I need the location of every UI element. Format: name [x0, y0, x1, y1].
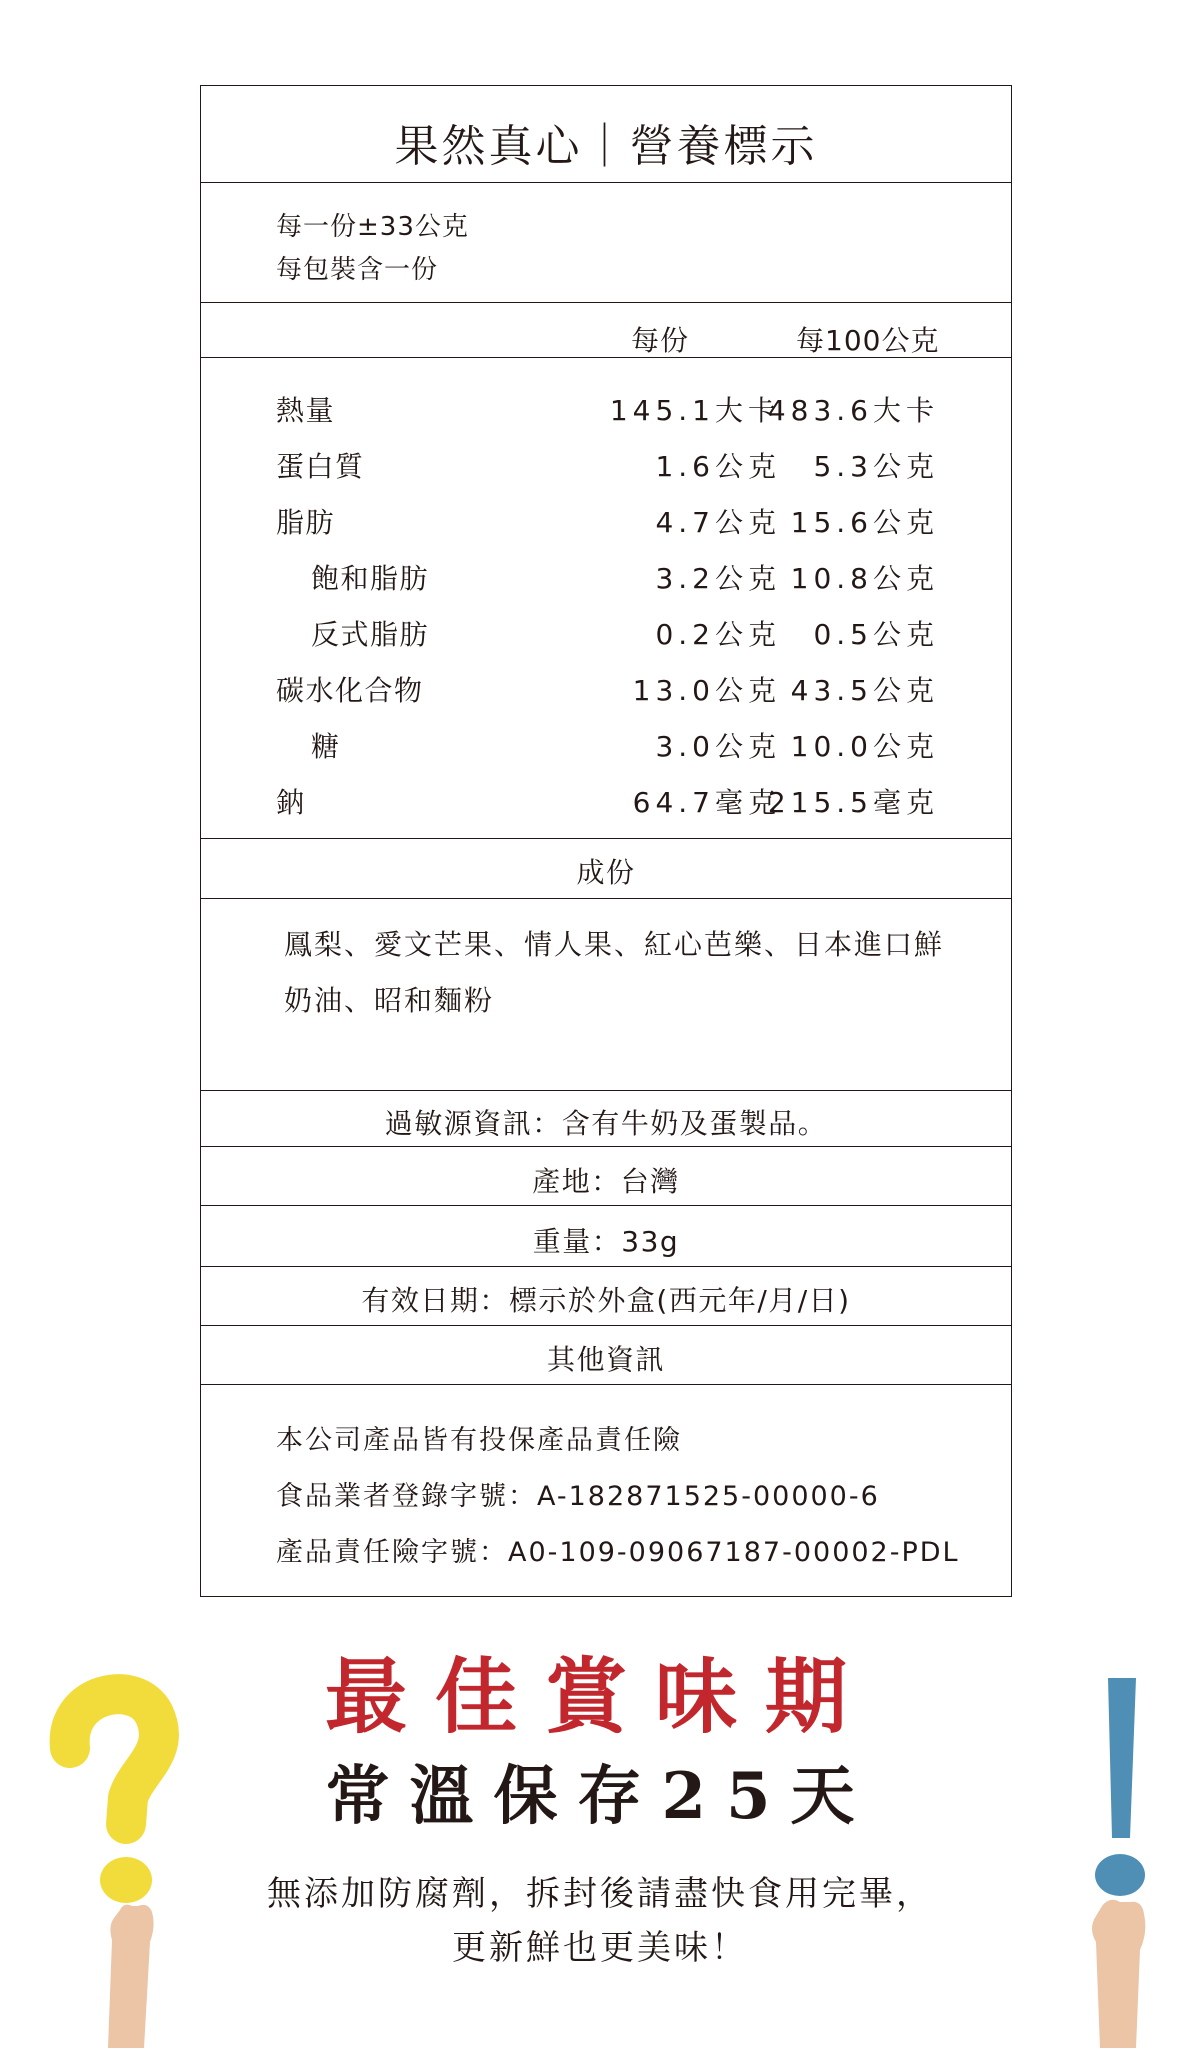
nutrient-name: 反式脂肪: [311, 618, 430, 651]
nutrient-per-serving: 0.2公克: [655, 618, 781, 651]
other-info-line: 食品業者登錄字號：A-182871525-00000-6: [276, 1481, 880, 1512]
storage-duration: 常溫保存25天: [325, 1759, 875, 1834]
nutrient-per-100g: 15.6公克: [790, 506, 939, 539]
nutrient-per-serving: 1.6公克: [655, 450, 781, 483]
other-info-header: 其他資訊: [546, 1343, 665, 1376]
nutrient-per-serving: 64.7毫克: [632, 786, 781, 819]
ingredients-text-line-2: 奶油、昭和麵粉: [284, 984, 495, 1017]
divider: [201, 1090, 1011, 1091]
col-per-100g: 每100公克: [796, 324, 940, 357]
nutrient-name: 脂肪: [276, 506, 336, 539]
divider: [201, 1205, 1011, 1206]
nutrient-per-serving: 4.7公克: [655, 506, 781, 539]
best-before-title: 最佳賞味期: [324, 1649, 875, 1745]
allergen-info: 過敏源資訊：含有牛奶及蛋製品。: [384, 1107, 828, 1140]
divider: [201, 1384, 1011, 1385]
nutrient-per-serving: 145.1大卡: [609, 394, 781, 427]
other-info-line: 本公司產品皆有投保產品責任險: [276, 1425, 682, 1456]
nutrient-per-100g: 10.8公克: [790, 562, 939, 595]
nutrient-name: 熱量: [276, 394, 336, 427]
hand-icon: [1092, 1900, 1145, 2048]
nutrient-name: 鈉: [276, 786, 306, 819]
exclamation-mark-sign-icon: [1030, 1670, 1180, 2049]
divider: [201, 1146, 1011, 1147]
nutrient-name: 碳水化合物: [276, 674, 424, 707]
nutrition-label: [200, 85, 1012, 1597]
divider: [201, 898, 1011, 899]
ingredients-text-line-1: 鳳梨、愛文芒果、情人果、紅心芭樂、日本進口鮮: [284, 928, 945, 961]
nutrient-per-100g: 483.6大卡: [767, 394, 939, 427]
nutrient-per-100g: 215.5毫克: [767, 786, 939, 819]
hand-icon: [108, 1905, 154, 2048]
divider: [201, 357, 1011, 358]
servings-per-package: 每包裝含一份: [276, 255, 439, 285]
divider: [201, 1325, 1011, 1326]
origin-info: 產地：台灣: [532, 1165, 680, 1198]
preservative-note-line-1: 無添加防腐劑，拆封後請盡快食用完畢，: [267, 1874, 933, 1914]
question-mark-sign-icon: [40, 1670, 190, 2049]
weight-info: 重量：33g: [532, 1225, 680, 1258]
col-per-serving: 每份: [631, 324, 690, 357]
nutrient-per-serving: 3.2公克: [655, 562, 781, 595]
divider: [201, 838, 1011, 839]
divider: [201, 302, 1011, 303]
nutrient-per-serving: 13.0公克: [632, 674, 781, 707]
nutrient-name: 飽和脂肪: [311, 562, 430, 595]
preservative-note-line-2: 更新鮮也更美味！: [452, 1928, 748, 1968]
ingredients-header: 成份: [576, 856, 636, 889]
nutrient-per-100g: 10.0公克: [790, 730, 939, 763]
label-title: 果然真心｜營養標示: [394, 121, 818, 172]
nutrient-per-100g: 43.5公克: [790, 674, 939, 707]
divider: [201, 1266, 1011, 1267]
nutrient-per-100g: 5.3公克: [813, 450, 939, 483]
nutrient-per-serving: 3.0公克: [655, 730, 781, 763]
serving-size: 每一份±33公克: [276, 212, 469, 242]
divider: [201, 182, 1011, 183]
nutrient-name: 糖: [311, 730, 341, 763]
nutrient-per-100g: 0.5公克: [813, 618, 939, 651]
expiry-info: 有效日期：標示於外盒(西元年/月/日): [361, 1284, 851, 1317]
other-info-line: 產品責任險字號：A0-109-09067187-00002-PDL: [276, 1537, 960, 1568]
nutrient-name: 蛋白質: [276, 450, 365, 483]
